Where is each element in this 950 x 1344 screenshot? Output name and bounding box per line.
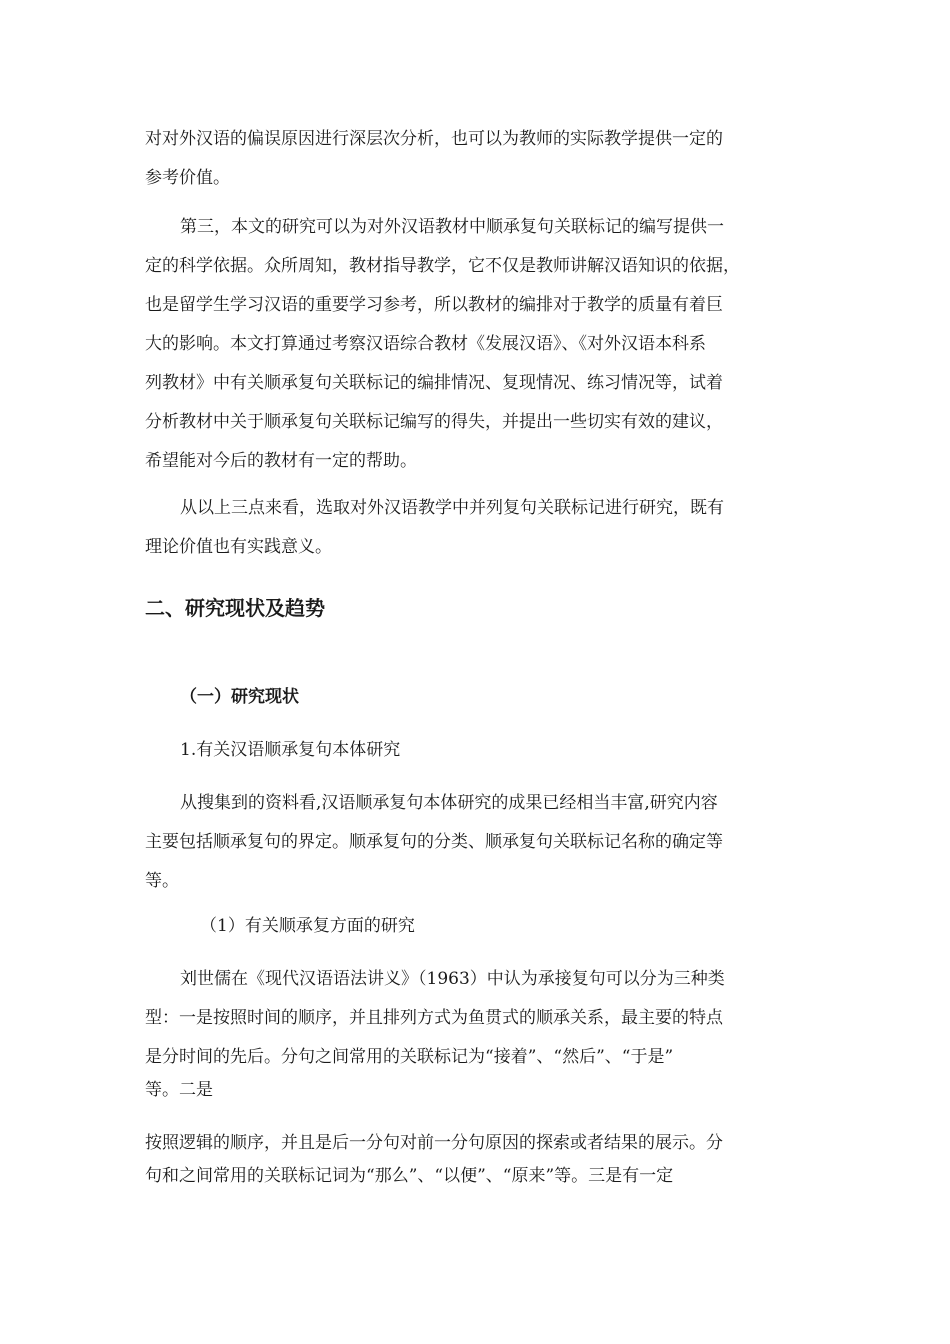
paragraph-line: 定的科学依据。众所周知，教材指导教学，它不仅是教师讲解汉语知识的依据，	[145, 256, 740, 276]
paragraph-line: 等。	[145, 871, 179, 891]
paragraph-line: 型：一是按照时间的顺序，并且排列方式为鱼贯式的顺承关系，最主要的特点	[145, 1008, 723, 1028]
paragraph-line: 对对外汉语的偏误原因进行深层次分析，也可以为教师的实际教学提供一定的	[145, 129, 723, 149]
paragraph-line: 分析教材中关于顺承复句关联标记编写的得失，并提出一些切实有效的建议，	[145, 412, 723, 432]
paragraph-line: 第三，本文的研究可以为对外汉语教材中顺承复句关联标记的编写提供一	[180, 217, 724, 237]
paragraph-line: 也是留学生学习汉语的重要学习参考，所以教材的编排对于教学的质量有着巨	[145, 295, 723, 315]
subsection-heading: （一）研究现状	[180, 687, 299, 707]
paragraph-line: 列教材》中有关顺承复句关联标记的编排情况、复现情况、练习情况等，试着	[145, 373, 723, 393]
paragraph-line: 句和之间常用的关联标记词为“那么”、“以便”、“原来”等。三是有一定	[145, 1166, 674, 1186]
subsection-title: 1.有关汉语顺承复句本体研究	[180, 740, 401, 760]
paragraph-line: 等。二是	[145, 1080, 213, 1100]
section-heading: 二、研究现状及趋势	[145, 596, 325, 620]
subsection-title: （1）有关顺承复方面的研究	[200, 916, 415, 936]
paragraph-line: 理论价值也有实践意义。	[145, 537, 332, 557]
paragraph-line: 希望能对今后的教材有一定的帮助。	[145, 451, 417, 471]
paragraph-line: 从搜集到的资料看,汉语顺承复句本体研究的成果已经相当丰富,研究内容	[180, 793, 718, 813]
paragraph-line: 从以上三点来看，选取对外汉语教学中并列复句关联标记进行研究，既有	[180, 498, 724, 518]
paragraph-line: 大的影响。本文打算通过考察汉语综合教材《发展汉语》、《对外汉语本科系	[145, 334, 706, 354]
paragraph-line: 按照逻辑的顺序，并且是后一分句对前一分句原因的探索或者结果的展示。分	[145, 1133, 723, 1153]
paragraph-line: 刘世儒在《现代汉语语法讲义》（1963）中认为承接复句可以分为三种类	[180, 969, 725, 989]
paragraph-line: 主要包括顺承复句的界定。顺承复句的分类、顺承复句关联标记名称的确定等	[145, 832, 723, 852]
paragraph-line: 参考价值。	[145, 168, 230, 188]
paragraph-line: 是分时间的先后。分句之间常用的关联标记为“接着”、“然后”、“于是”	[145, 1047, 674, 1067]
